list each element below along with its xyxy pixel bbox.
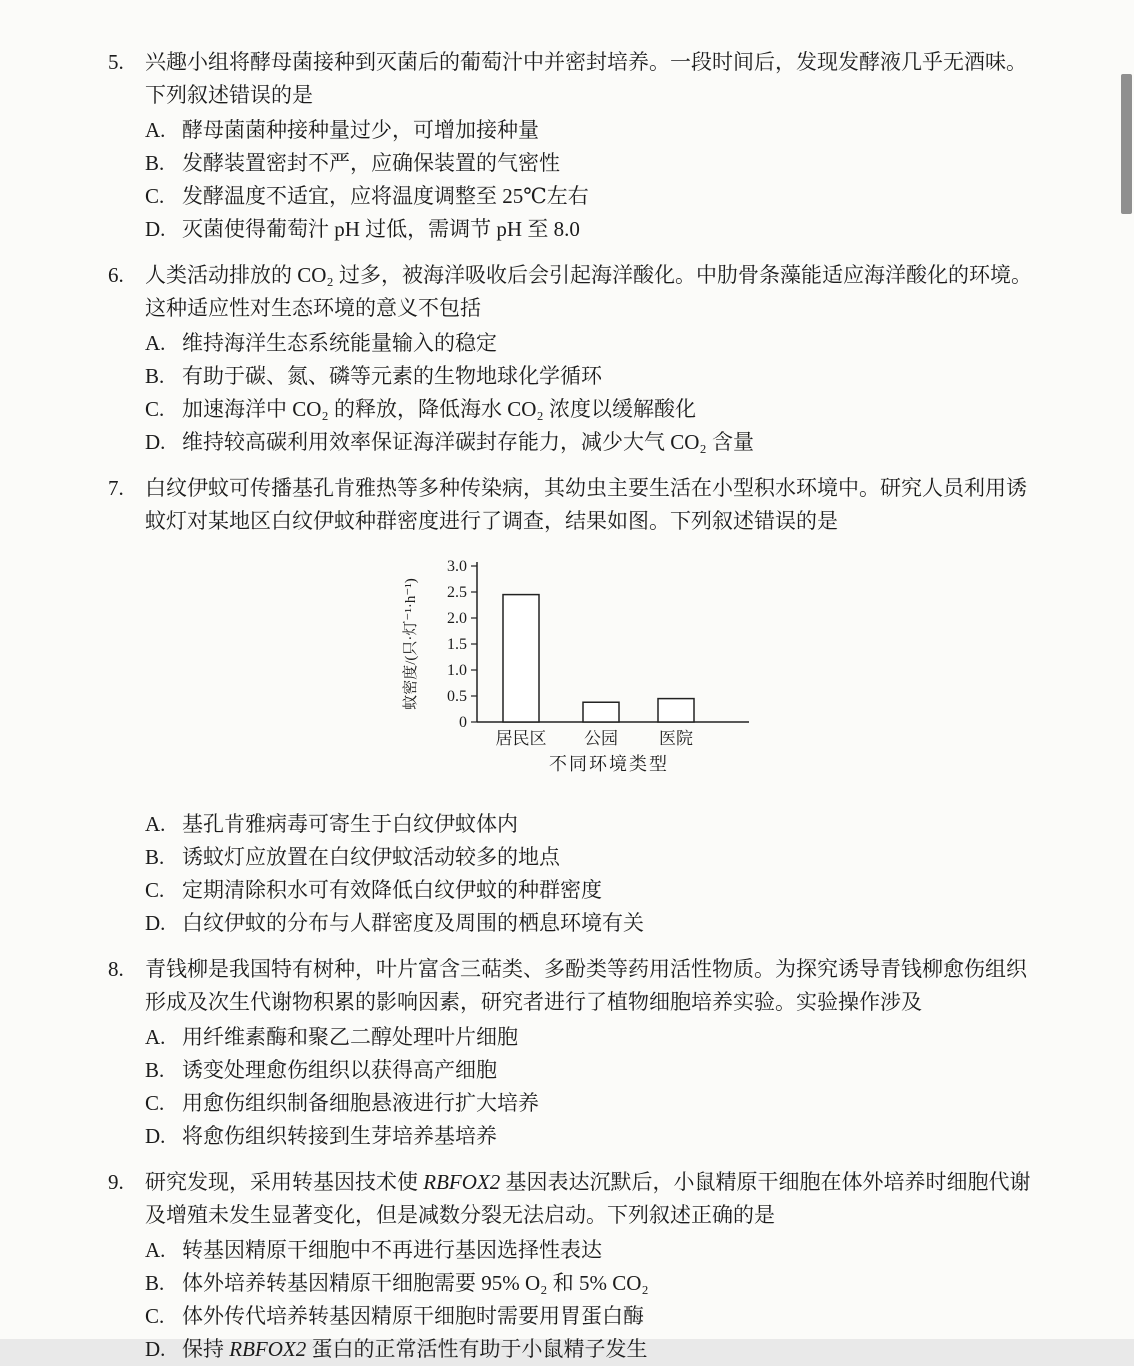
bar xyxy=(658,699,694,722)
option xyxy=(145,907,1038,940)
question-number: 6. xyxy=(108,263,124,287)
option-text: 诱变处理愈伤组织以获得高产细胞 xyxy=(182,1058,497,1082)
option xyxy=(145,1267,1038,1300)
question-body xyxy=(145,1166,1038,1366)
option-label: C. xyxy=(145,878,165,902)
option xyxy=(145,1234,1038,1267)
option xyxy=(145,393,1038,426)
option-text: 转基因精原干细胞中不再进行基因选择性表达 xyxy=(182,1238,602,1262)
x-tick-label: 公园 xyxy=(584,729,618,748)
option xyxy=(145,1087,1038,1120)
option-label: B. xyxy=(145,1058,165,1082)
option-text: 体外培养转基因精原干细胞需要 95% O₂ 和 5% CO₂ xyxy=(182,1271,649,1295)
option-label: C. xyxy=(145,1091,165,1115)
y-tick-label: 3.0 xyxy=(447,558,467,575)
option-label: C. xyxy=(145,397,165,421)
option xyxy=(145,360,1038,393)
x-tick-label: 居民区 xyxy=(495,729,547,748)
question-body xyxy=(145,259,1038,459)
option xyxy=(145,1333,1038,1366)
option xyxy=(145,1054,1038,1087)
y-tick-label: 2.5 xyxy=(447,584,467,601)
question-stem: 白纹伊蚊可传播基孔肯雅热等多种传染病，其幼虫主要生活在小型积水环境中。研究人员利用诱蚊灯对某地区白纹伊蚊种群密度进行了调查，结果如图。下列叙述错误的是 xyxy=(145,476,1027,533)
question xyxy=(108,1166,1038,1366)
option xyxy=(145,147,1038,180)
option-label: B. xyxy=(145,364,165,388)
option-text: 维持海洋生态系统能量输入的稳定 xyxy=(182,331,497,355)
option xyxy=(145,1300,1038,1333)
option-text: 定期清除积水可有效降低白纹伊蚊的种群密度 xyxy=(182,878,602,902)
mosquito-density-chart xyxy=(393,552,773,787)
option xyxy=(145,841,1038,874)
option-text: 体外传代培养转基因精原干细胞时需要用胃蛋白酶 xyxy=(182,1304,644,1328)
option-label: B. xyxy=(145,151,165,175)
option-label: D. xyxy=(145,1337,166,1361)
option-text: 灭菌使得葡萄汁 pH 过低，需调节 pH 至 8.0 xyxy=(182,217,580,241)
option xyxy=(145,426,1038,459)
question-stem: 青钱柳是我国特有树种，叶片富含三萜类、多酚类等药用活性物质。为探究诱导青钱柳愈伤组织形成及次生代谢物积累的影响因素，研究者进行了植物细胞培养实验。实验操作涉及 xyxy=(145,957,1027,1014)
option-text: 用纤维素酶和聚乙二醇处理叶片细胞 xyxy=(182,1025,518,1049)
option-text: 有助于碳、氮、磷等元素的生物地球化学循环 xyxy=(182,364,602,388)
option-text: 诱蚊灯应放置在白纹伊蚊活动较多的地点 xyxy=(182,845,560,869)
question-stem: 研究发现，采用转基因技术使 RBFOX2 基因表达沉默后，小鼠精原干细胞在体外培养时细胞代谢及增殖未发生显著变化，但是减数分裂无法启动。下列叙述正确的是 xyxy=(145,1170,1031,1227)
bar xyxy=(583,702,619,722)
y-tick-label: 2.0 xyxy=(447,610,467,627)
bar-chart xyxy=(393,552,1038,792)
option-list xyxy=(145,327,1038,459)
option-text: 维持较高碳利用效率保证海洋碳封存能力，减少大气 CO₂ 含量 xyxy=(182,430,754,454)
option xyxy=(145,1021,1038,1054)
option-text: 保持 RBFOX2 蛋白的正常活性有助于小鼠精子发生 xyxy=(182,1337,648,1361)
option-text: 白纹伊蚊的分布与人群密度及周围的栖息环境有关 xyxy=(182,911,644,935)
option xyxy=(145,1120,1038,1153)
question-number: 9. xyxy=(108,1170,124,1194)
option-label: D. xyxy=(145,911,166,935)
option-label: C. xyxy=(145,184,165,208)
question-body xyxy=(145,46,1038,246)
option-text: 发酵温度不适宜，应将温度调整至 25℃左右 xyxy=(182,184,589,208)
option-label: D. xyxy=(145,217,166,241)
scrollbar-thumb[interactable] xyxy=(1121,74,1132,214)
y-tick-label: 0.5 xyxy=(447,688,467,705)
option-label: D. xyxy=(145,430,166,454)
option-label: C. xyxy=(145,1304,165,1328)
option xyxy=(145,213,1038,246)
option xyxy=(145,114,1038,147)
y-axis-label: 蚊密度/(只·灯⁻¹·h⁻¹) xyxy=(403,578,419,710)
option-list xyxy=(145,1021,1038,1153)
option-label: D. xyxy=(145,1124,166,1148)
y-tick-label: 1.5 xyxy=(447,636,467,653)
option-text: 发酵装置密封不严，应确保装置的气密性 xyxy=(182,151,560,175)
option-label: A. xyxy=(145,1238,166,1262)
option-text: 基孔肯雅病毒可寄生于白纹伊蚊体内 xyxy=(182,812,518,836)
option-label: A. xyxy=(145,812,166,836)
y-tick-label: 1.0 xyxy=(447,662,467,679)
option-list xyxy=(145,808,1038,940)
option-text: 用愈伤组织制备细胞悬液进行扩大培养 xyxy=(182,1091,539,1115)
option-label: B. xyxy=(145,845,165,869)
x-axis-label: 不同环境类型 xyxy=(549,754,669,774)
option-label: A. xyxy=(145,1025,166,1049)
option-list xyxy=(145,1234,1038,1366)
option-label: B. xyxy=(145,1271,165,1295)
question-number: 7. xyxy=(108,476,124,500)
y-tick-label: 0 xyxy=(459,714,467,731)
bar xyxy=(503,595,539,722)
option-text: 将愈伤组织转接到生芽培养基培养 xyxy=(182,1124,497,1148)
option xyxy=(145,327,1038,360)
option-label: A. xyxy=(145,118,166,142)
option xyxy=(145,874,1038,907)
question-number: 5. xyxy=(108,50,124,74)
option-label: A. xyxy=(145,331,166,355)
question-stem: 兴趣小组将酵母菌接种到灭菌后的葡萄汁中并密封培养。一段时间后，发现发酵液几乎无酒味。下列叙述错误的是 xyxy=(145,50,1027,107)
option xyxy=(145,808,1038,841)
question-body xyxy=(145,953,1038,1153)
x-tick-label: 医院 xyxy=(659,729,693,748)
question xyxy=(108,953,1038,1153)
question-stem: 人类活动排放的 CO₂ 过多，被海洋吸收后会引起海洋酸化。中肋骨条藻能适应海洋酸化的环境。这种适应性对生态环境的意义不包括 xyxy=(145,263,1032,320)
question xyxy=(108,472,1038,940)
question xyxy=(108,259,1038,459)
option-list xyxy=(145,114,1038,246)
question xyxy=(108,46,1038,246)
option-text: 加速海洋中 CO₂ 的释放，降低海水 CO₂ 浓度以缓解酸化 xyxy=(182,397,696,421)
option-text: 酵母菌菌种接种量过少，可增加接种量 xyxy=(182,118,539,142)
question-number: 8. xyxy=(108,957,124,981)
option xyxy=(145,180,1038,213)
question-body xyxy=(145,472,1038,940)
